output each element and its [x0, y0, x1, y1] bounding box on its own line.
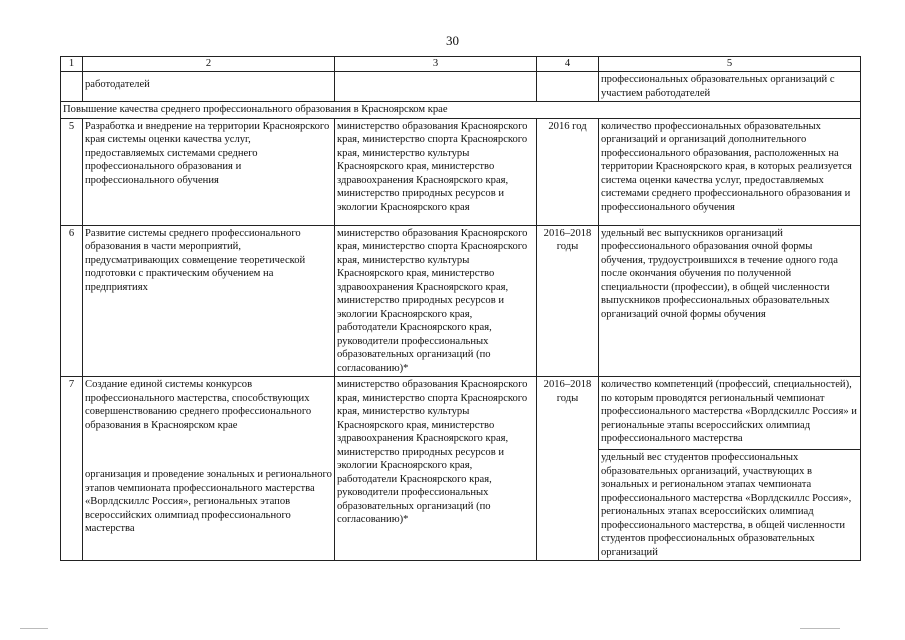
- cell-event: Разработка и внедрение на территории Красноярского края системы оценки качества услуг, предоставляемых системами среднего профессионального образования и профессионального обучения: [83, 118, 335, 225]
- table-row: [61, 118, 861, 225]
- cell-event: Развитие системы среднего профессионального образования в части мероприятий, предусматривающих совмещение теоретической подготовки с практическим обучением на предприятиях: [83, 225, 335, 377]
- cell-years: 2016–2018 годы: [537, 377, 599, 561]
- cell-indicator: удельный вес выпускников организаций профессионального образования очной формы обучения, трудоустроившихся в течение одного года после окончания обучения по полученной специальности (профессии), в общей численности выпускников профессиональных образовательных организаций очной формы обучения: [599, 225, 861, 377]
- cell-indicator: количество профессиональных образовательных организаций и организаций дополнительного профессионального образования, расположенных на территории Красноярского края, в которых реализуется система оценки качества услуг, предоставляемых системами среднего профессионального образования и профессионального обучения: [599, 118, 861, 225]
- column-header: 2: [83, 57, 335, 72]
- cell-indicator: профессиональных образовательных организаций с участием работодателей: [599, 72, 861, 102]
- cell-executors: [335, 72, 537, 102]
- page-number: 30: [446, 33, 459, 48]
- table-row: [61, 377, 861, 450]
- section-title: Повышение качества среднего профессионального образования в Красноярском крае: [61, 102, 861, 119]
- table-row-continuation: [61, 72, 861, 102]
- cell-years: 2016–2018 годы: [537, 225, 599, 377]
- measures-table: [60, 56, 861, 561]
- cell-indicator: удельный вес студентов профессиональных образовательных организаций, участвующих в зональных и региональном этапах чемпионата профессионального мастерства «Ворлдскиллс Россия», региональных этапах всероссийских олимпиад профессионального мастерства, в общей численности студентов профессиональных образовательных организаций: [599, 450, 861, 561]
- scan-artifact: [800, 628, 840, 629]
- cell-years: [537, 72, 599, 102]
- column-header: 4: [537, 57, 599, 72]
- cell-years: 2016 год: [537, 118, 599, 225]
- cell-event: [83, 377, 335, 561]
- cell-indicator: количество компетенций (профессий, специальностей), по которым проводятся региональный чемпионат профессионального мастерства «Ворлдскиллс Россия» и региональные этапы всероссийских олимпиад профессионального мастерства: [599, 377, 861, 450]
- cell-executors: министерство образования Красноярского края, министерство спорта Красноярского края, министерство культуры Красноярского края, министерство здравоохранения Красноярского края, министерство природных ресурсов и экологии Красноярского края, работодатели Красноярского края, руководители профессиональных образовательных организаций (по согласованию)*: [335, 377, 537, 561]
- section-title-row: [61, 102, 861, 119]
- event-sub: организация и проведение зональных и регионального этапов чемпионата профессионального мастерства «Ворлдскиллс Россия», региональных этапов всероссийских олимпиад профессионального мастерства: [85, 469, 332, 534]
- column-header: 5: [599, 57, 861, 72]
- row-number: 7: [61, 377, 83, 561]
- column-header: 1: [61, 57, 83, 72]
- column-header: 3: [335, 57, 537, 72]
- cell-executors: министерство образования Красноярского края, министерство спорта Красноярского края, министерство культуры Красноярского края, министерство здравоохранения Красноярского края, министерство природных ресурсов и экологии Красноярского края, работодатели Красноярского края, руководители профессиональных образовательных организаций (по согласованию)*: [335, 225, 537, 377]
- event-main: Создание единой системы конкурсов профессионального мастерства, способствующих совершенствованию среднего профессионального образования в Красноярском крае: [85, 379, 312, 431]
- cell-executors: министерство образования Красноярского края, министерство спорта Красноярского края, министерство культуры Красноярского края, министерство здравоохранения Красноярского края, министерство природных ресурсов и экологии Красноярского края: [335, 118, 537, 225]
- table-header-row: [61, 57, 861, 72]
- row-number: 6: [61, 225, 83, 377]
- table-row: [61, 225, 861, 377]
- row-number: 5: [61, 118, 83, 225]
- scan-artifact: [20, 628, 48, 629]
- cell-event: работодателей: [83, 72, 335, 102]
